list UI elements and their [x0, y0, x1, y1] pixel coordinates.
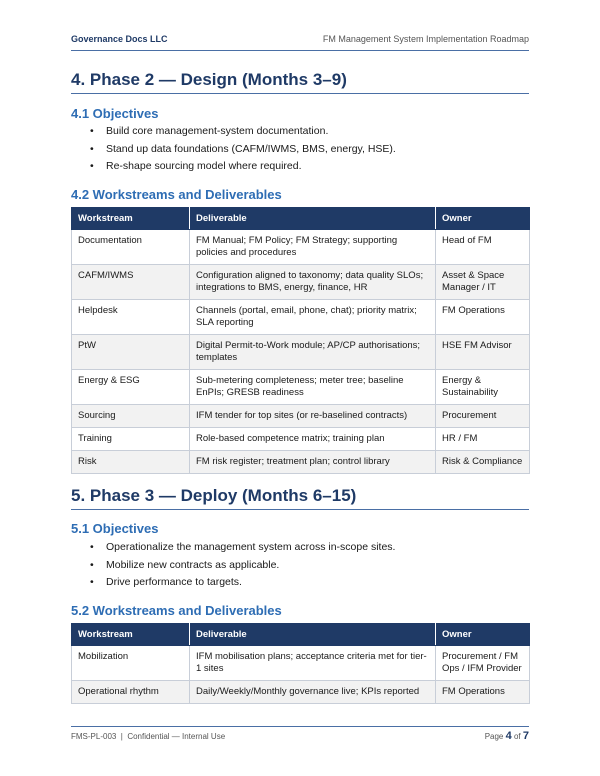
column-header-owner: Owner — [436, 208, 530, 230]
section-5-deliverables-table — [71, 623, 530, 704]
table-cell: Procurement — [436, 405, 530, 428]
list-item: • Operationalize the management system across in-scope sites. — [90, 539, 395, 557]
page-label: Page — [484, 732, 504, 741]
table-row — [72, 451, 530, 474]
page-current: 4 — [505, 730, 512, 742]
section-4-objectives-list — [90, 123, 396, 176]
table-cell: IFM tender for top sites (or re-baselined contracts) — [190, 405, 436, 428]
page-number — [485, 730, 529, 742]
table-cell: PtW — [72, 335, 190, 370]
table-cell: Procurement / FM Ops / IFM Provider — [436, 646, 530, 681]
table-row — [72, 300, 530, 335]
section-4-divider — [71, 93, 529, 94]
table-cell: Asset & Space Manager / IT — [436, 265, 530, 300]
table-cell: FM risk register; treatment plan; control library — [190, 451, 436, 474]
table-cell: Energy & Sustainability — [436, 370, 530, 405]
list-item: • Build core management-system documentation. — [90, 123, 396, 141]
table-header-row — [72, 624, 530, 646]
page-total: 7 — [522, 730, 529, 742]
table-cell: Operational rhythm — [72, 681, 190, 704]
company-name: Governance Docs LLC — [71, 34, 168, 44]
table-cell: Risk — [72, 451, 190, 474]
table-header-row — [72, 208, 530, 230]
section-4-title: 4. Phase 2 — Design (Months 3–9) — [71, 70, 347, 89]
section-4-1-heading: 4.1 Objectives — [71, 106, 159, 121]
table-cell: FM Operations — [436, 681, 530, 704]
table-cell: Training — [72, 428, 190, 451]
page-header — [71, 34, 529, 50]
table-cell: Channels (portal, email, phone, chat); priority matrix; SLA reporting — [190, 300, 436, 335]
table-cell: Daily/Weekly/Monthly governance live; KPIs reported — [190, 681, 436, 704]
list-item: • Drive performance to targets. — [90, 574, 395, 592]
table-row — [72, 646, 530, 681]
table-cell: Role-based competence matrix; training plan — [190, 428, 436, 451]
section-5-objectives-list — [90, 539, 395, 592]
list-item: • Re-shape sourcing model where required. — [90, 158, 396, 176]
table-cell: HSE FM Advisor — [436, 335, 530, 370]
section-4-2-heading: 4.2 Workstreams and Deliverables — [71, 187, 282, 202]
table-cell: Mobilization — [72, 646, 190, 681]
list-item: • Stand up data foundations (CAFM/IWMS, BMS, energy, HSE). — [90, 141, 396, 159]
column-header-workstream: Workstream — [72, 624, 190, 646]
page-of: of — [513, 732, 521, 741]
table-row — [72, 335, 530, 370]
table-cell: Digital Permit-to-Work module; AP/CP authorisations; templates — [190, 335, 436, 370]
table-cell: Helpdesk — [72, 300, 190, 335]
table-cell: Head of FM — [436, 230, 530, 265]
table-row — [72, 370, 530, 405]
page-footer — [71, 730, 529, 742]
table-cell: HR / FM — [436, 428, 530, 451]
section-4-deliverables-table — [71, 207, 530, 474]
section-5-1-heading: 5.1 Objectives — [71, 521, 159, 536]
table-row — [72, 405, 530, 428]
header-divider — [71, 50, 529, 51]
table-cell: Sub-metering completeness; meter tree; baseline EnPIs; GRESB readiness — [190, 370, 436, 405]
table-cell: FM Operations — [436, 300, 530, 335]
table-cell: IFM mobilisation plans; acceptance criteria met for tier-1 sites — [190, 646, 436, 681]
column-header-workstream: Workstream — [72, 208, 190, 230]
section-5-2-heading: 5.2 Workstreams and Deliverables — [71, 603, 282, 618]
column-header-deliverable: Deliverable — [190, 208, 436, 230]
table-row — [72, 681, 530, 704]
document-title: FM Management System Implementation Roadmap — [322, 34, 529, 44]
column-header-owner: Owner — [436, 624, 530, 646]
footer-divider — [71, 726, 529, 727]
table-row — [72, 428, 530, 451]
table-row — [72, 265, 530, 300]
document-reference: FMS-PL-003 | Confidential — Internal Use — [71, 732, 226, 741]
list-item: • Mobilize new contracts as applicable. — [90, 557, 395, 575]
table-row — [72, 230, 530, 265]
table-cell: Risk & Compliance — [436, 451, 530, 474]
section-5-title: 5. Phase 3 — Deploy (Months 6–15) — [71, 486, 357, 505]
column-header-deliverable: Deliverable — [190, 624, 436, 646]
section-5-divider — [71, 509, 529, 510]
table-cell: Configuration aligned to taxonomy; data quality SLOs; integrations to BMS, energy, finance, HR — [190, 265, 436, 300]
table-cell: CAFM/IWMS — [72, 265, 190, 300]
table-cell: FM Manual; FM Policy; FM Strategy; supporting policies and procedures — [190, 230, 436, 265]
table-cell: Energy & ESG — [72, 370, 190, 405]
table-cell: Documentation — [72, 230, 190, 265]
table-cell: Sourcing — [72, 405, 190, 428]
